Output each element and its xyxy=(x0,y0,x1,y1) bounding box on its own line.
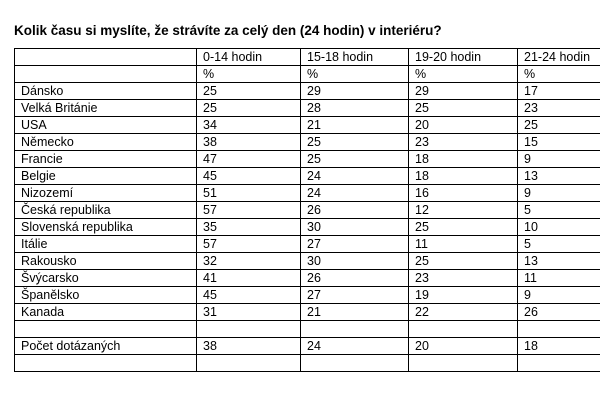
table-row xyxy=(15,134,600,151)
country-cell: Španělsko xyxy=(15,287,197,304)
table-row xyxy=(15,304,600,321)
value-cell: 17 xyxy=(518,83,600,100)
value-cell: 25 xyxy=(518,117,600,134)
respondents-label: Počet dotázaných xyxy=(15,338,197,355)
table-row xyxy=(15,185,600,202)
survey-table xyxy=(14,48,600,372)
value-cell: 11 xyxy=(409,236,518,253)
value-cell: 47 xyxy=(197,151,301,168)
value-cell: 45 xyxy=(197,168,301,185)
empty-cell xyxy=(197,321,301,338)
unit-cell: % xyxy=(197,66,301,83)
respondents-value: 24 xyxy=(301,338,409,355)
value-cell: 19 xyxy=(409,287,518,304)
value-cell: 25 xyxy=(301,134,409,151)
value-cell: 24 xyxy=(301,168,409,185)
value-cell: 25 xyxy=(197,83,301,100)
country-cell: Itálie xyxy=(15,236,197,253)
value-cell: 27 xyxy=(301,287,409,304)
value-cell: 26 xyxy=(518,304,600,321)
country-cell: Slovenská republika xyxy=(15,219,197,236)
value-cell: 25 xyxy=(409,100,518,117)
unit-row xyxy=(15,66,600,83)
value-cell: 9 xyxy=(518,151,600,168)
empty-cell xyxy=(301,355,409,372)
respondents-value: 38 xyxy=(197,338,301,355)
table-row xyxy=(15,168,600,185)
table-row xyxy=(15,270,600,287)
country-cell: Nizozemí xyxy=(15,185,197,202)
country-cell: Rakousko xyxy=(15,253,197,270)
value-cell: 25 xyxy=(409,219,518,236)
value-cell: 23 xyxy=(409,270,518,287)
value-cell: 23 xyxy=(518,100,600,117)
country-cell: Francie xyxy=(15,151,197,168)
value-cell: 27 xyxy=(301,236,409,253)
column-header: 0-14 hodin xyxy=(197,49,301,66)
empty-cell xyxy=(301,321,409,338)
empty-cell xyxy=(409,355,518,372)
value-cell: 26 xyxy=(301,270,409,287)
value-cell: 32 xyxy=(197,253,301,270)
table-row xyxy=(15,151,600,168)
value-cell: 16 xyxy=(409,185,518,202)
value-cell: 13 xyxy=(518,168,600,185)
value-cell: 29 xyxy=(409,83,518,100)
empty-cell xyxy=(15,355,197,372)
table-row xyxy=(15,83,600,100)
value-cell: 38 xyxy=(197,134,301,151)
value-cell: 30 xyxy=(301,253,409,270)
empty-cell xyxy=(409,321,518,338)
value-cell: 51 xyxy=(197,185,301,202)
value-cell: 22 xyxy=(409,304,518,321)
blank-row xyxy=(15,321,600,338)
blank-row xyxy=(15,355,600,372)
country-cell: Dánsko xyxy=(15,83,197,100)
value-cell: 11 xyxy=(518,270,600,287)
value-cell: 57 xyxy=(197,236,301,253)
value-cell: 9 xyxy=(518,185,600,202)
column-header: 21-24 hodin xyxy=(518,49,600,66)
value-cell: 34 xyxy=(197,117,301,134)
value-cell: 18 xyxy=(409,168,518,185)
header-empty-cell xyxy=(15,49,197,66)
value-cell: 25 xyxy=(197,100,301,117)
value-cell: 29 xyxy=(301,83,409,100)
country-cell: Velká Británie xyxy=(15,100,197,117)
value-cell: 23 xyxy=(409,134,518,151)
empty-cell xyxy=(197,355,301,372)
column-header: 15-18 hodin xyxy=(301,49,409,66)
table-row xyxy=(15,287,600,304)
country-cell: USA xyxy=(15,117,197,134)
unit-empty-cell xyxy=(15,66,197,83)
unit-cell: % xyxy=(301,66,409,83)
column-header: 19-20 hodin xyxy=(409,49,518,66)
header-row xyxy=(15,49,600,66)
value-cell: 18 xyxy=(409,151,518,168)
value-cell: 10 xyxy=(518,219,600,236)
country-cell: Kanada xyxy=(15,304,197,321)
respondents-value: 18 xyxy=(518,338,600,355)
value-cell: 5 xyxy=(518,202,600,219)
empty-cell xyxy=(518,355,600,372)
value-cell: 30 xyxy=(301,219,409,236)
table-row xyxy=(15,219,600,236)
table-row xyxy=(15,100,600,117)
table-row xyxy=(15,202,600,219)
country-cell: Česká republika xyxy=(15,202,197,219)
value-cell: 21 xyxy=(301,117,409,134)
unit-cell: % xyxy=(409,66,518,83)
value-cell: 25 xyxy=(409,253,518,270)
value-cell: 26 xyxy=(301,202,409,219)
country-cell: Německo xyxy=(15,134,197,151)
value-cell: 45 xyxy=(197,287,301,304)
country-cell: Belgie xyxy=(15,168,197,185)
value-cell: 12 xyxy=(409,202,518,219)
unit-cell: % xyxy=(518,66,600,83)
respondents-value: 20 xyxy=(409,338,518,355)
value-cell: 41 xyxy=(197,270,301,287)
respondents-row xyxy=(15,338,600,355)
value-cell: 57 xyxy=(197,202,301,219)
table-row xyxy=(15,236,600,253)
empty-cell xyxy=(518,321,600,338)
value-cell: 9 xyxy=(518,287,600,304)
table-row xyxy=(15,117,600,134)
table-row xyxy=(15,253,600,270)
country-cell: Švýcarsko xyxy=(15,270,197,287)
value-cell: 5 xyxy=(518,236,600,253)
value-cell: 28 xyxy=(301,100,409,117)
value-cell: 35 xyxy=(197,219,301,236)
value-cell: 21 xyxy=(301,304,409,321)
empty-cell xyxy=(15,321,197,338)
value-cell: 31 xyxy=(197,304,301,321)
table-title: Kolik času si myslíte, že strávíte za celý den (24 hodin) v interiéru? xyxy=(14,23,442,38)
value-cell: 25 xyxy=(301,151,409,168)
value-cell: 13 xyxy=(518,253,600,270)
value-cell: 20 xyxy=(409,117,518,134)
value-cell: 15 xyxy=(518,134,600,151)
value-cell: 24 xyxy=(301,185,409,202)
